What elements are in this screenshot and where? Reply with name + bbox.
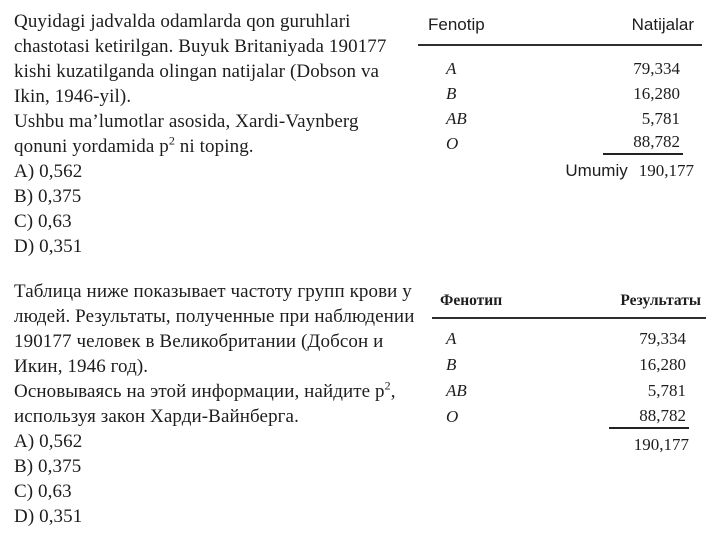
question-line: Ushbu ma’lumotlar asosida, Xardi-Vaynberg: [14, 111, 359, 132]
option-d: D) 0,351: [14, 236, 83, 257]
option-c: C) 0,63: [14, 481, 72, 502]
table-row: [418, 131, 702, 156]
phenotype-table-uzbek: [418, 10, 702, 184]
table-row: [418, 56, 702, 81]
phenotype-label: AB: [446, 108, 467, 128]
option-b: B) 0,375: [14, 456, 82, 477]
option-d: D) 0,351: [14, 506, 83, 527]
p2-before: Основываясь на этой информации, найдите p: [14, 381, 385, 402]
phenotype-label: O: [446, 133, 459, 153]
question-line-p-squared: [14, 379, 426, 404]
phenotype-label: AB: [446, 381, 467, 400]
question-line: Quyidagi jadvalda odamlarda qon guruhlari: [14, 11, 351, 32]
table-row: [432, 404, 706, 430]
option-a: A) 0,562: [14, 431, 83, 452]
table-row: [432, 326, 706, 352]
total-value: 190,177: [633, 435, 689, 454]
p2-after: ,: [390, 381, 396, 402]
results-column-header: Результаты: [620, 292, 701, 309]
total-label: Umumiy: [565, 161, 628, 180]
phenotype-label: A: [446, 58, 457, 78]
option-a: A) 0,562: [14, 161, 83, 182]
table-total-row: [418, 158, 702, 184]
results-column-header: Natijalar: [631, 15, 694, 34]
table-row: [418, 106, 702, 131]
phenotype-column-header: Fenotip: [428, 15, 485, 34]
question-line: используя закон Харди-Вайнберга.: [14, 406, 299, 427]
phenotype-label: B: [446, 83, 457, 103]
question-line: Икин, 1946 год).: [14, 356, 149, 377]
russian-question-block: [14, 279, 426, 529]
result-value-underlined: 88,782: [609, 406, 689, 429]
total-value: 190,177: [638, 161, 694, 180]
phenotype-label: B: [446, 355, 457, 374]
option-c: C) 0,63: [14, 211, 72, 232]
result-value: 79,334: [639, 329, 686, 348]
question-line: Таблица ниже показывает частоту групп крови у: [14, 281, 412, 302]
result-value: 16,280: [639, 355, 686, 374]
table-row: [418, 81, 702, 106]
table-header-row: [432, 288, 706, 319]
result-value: 5,781: [641, 108, 680, 128]
question-line: Ikin, 1946-yil).: [14, 86, 132, 107]
result-value: 16,280: [633, 83, 680, 103]
p2-superscript: 2: [384, 378, 391, 393]
phenotype-label: A: [446, 329, 457, 348]
table-body: [418, 56, 702, 184]
table-row: [432, 378, 706, 404]
question-line-p-squared: [14, 134, 426, 159]
p2-before: qonuni yordamida p: [14, 136, 169, 157]
question-line: 190177 человек в Великобритании (Добсон и: [14, 331, 384, 352]
result-value: 5,781: [647, 381, 686, 400]
table-header-row: [418, 10, 702, 46]
phenotype-table-russian: [432, 288, 706, 458]
question-line: людей. Результаты, полученные при наблюдении: [14, 306, 415, 327]
question-line: kishi kuzatilganda olingan natijalar (Dobson va: [14, 61, 380, 82]
table-total-row: [432, 432, 706, 458]
table-body: [432, 326, 706, 458]
p2-after: ni toping.: [174, 136, 254, 157]
result-value: 79,334: [633, 58, 680, 78]
result-value-underlined: 88,782: [603, 132, 683, 155]
table-row: [432, 352, 706, 378]
p2-superscript: 2: [168, 133, 175, 148]
question-line: chastotasi ketirilgan. Buyuk Britaniyada 190177: [14, 36, 387, 57]
uzbek-question-block: [14, 9, 426, 259]
phenotype-column-header: Фенотип: [440, 292, 503, 309]
phenotype-label: O: [446, 407, 459, 426]
option-b: B) 0,375: [14, 186, 82, 207]
